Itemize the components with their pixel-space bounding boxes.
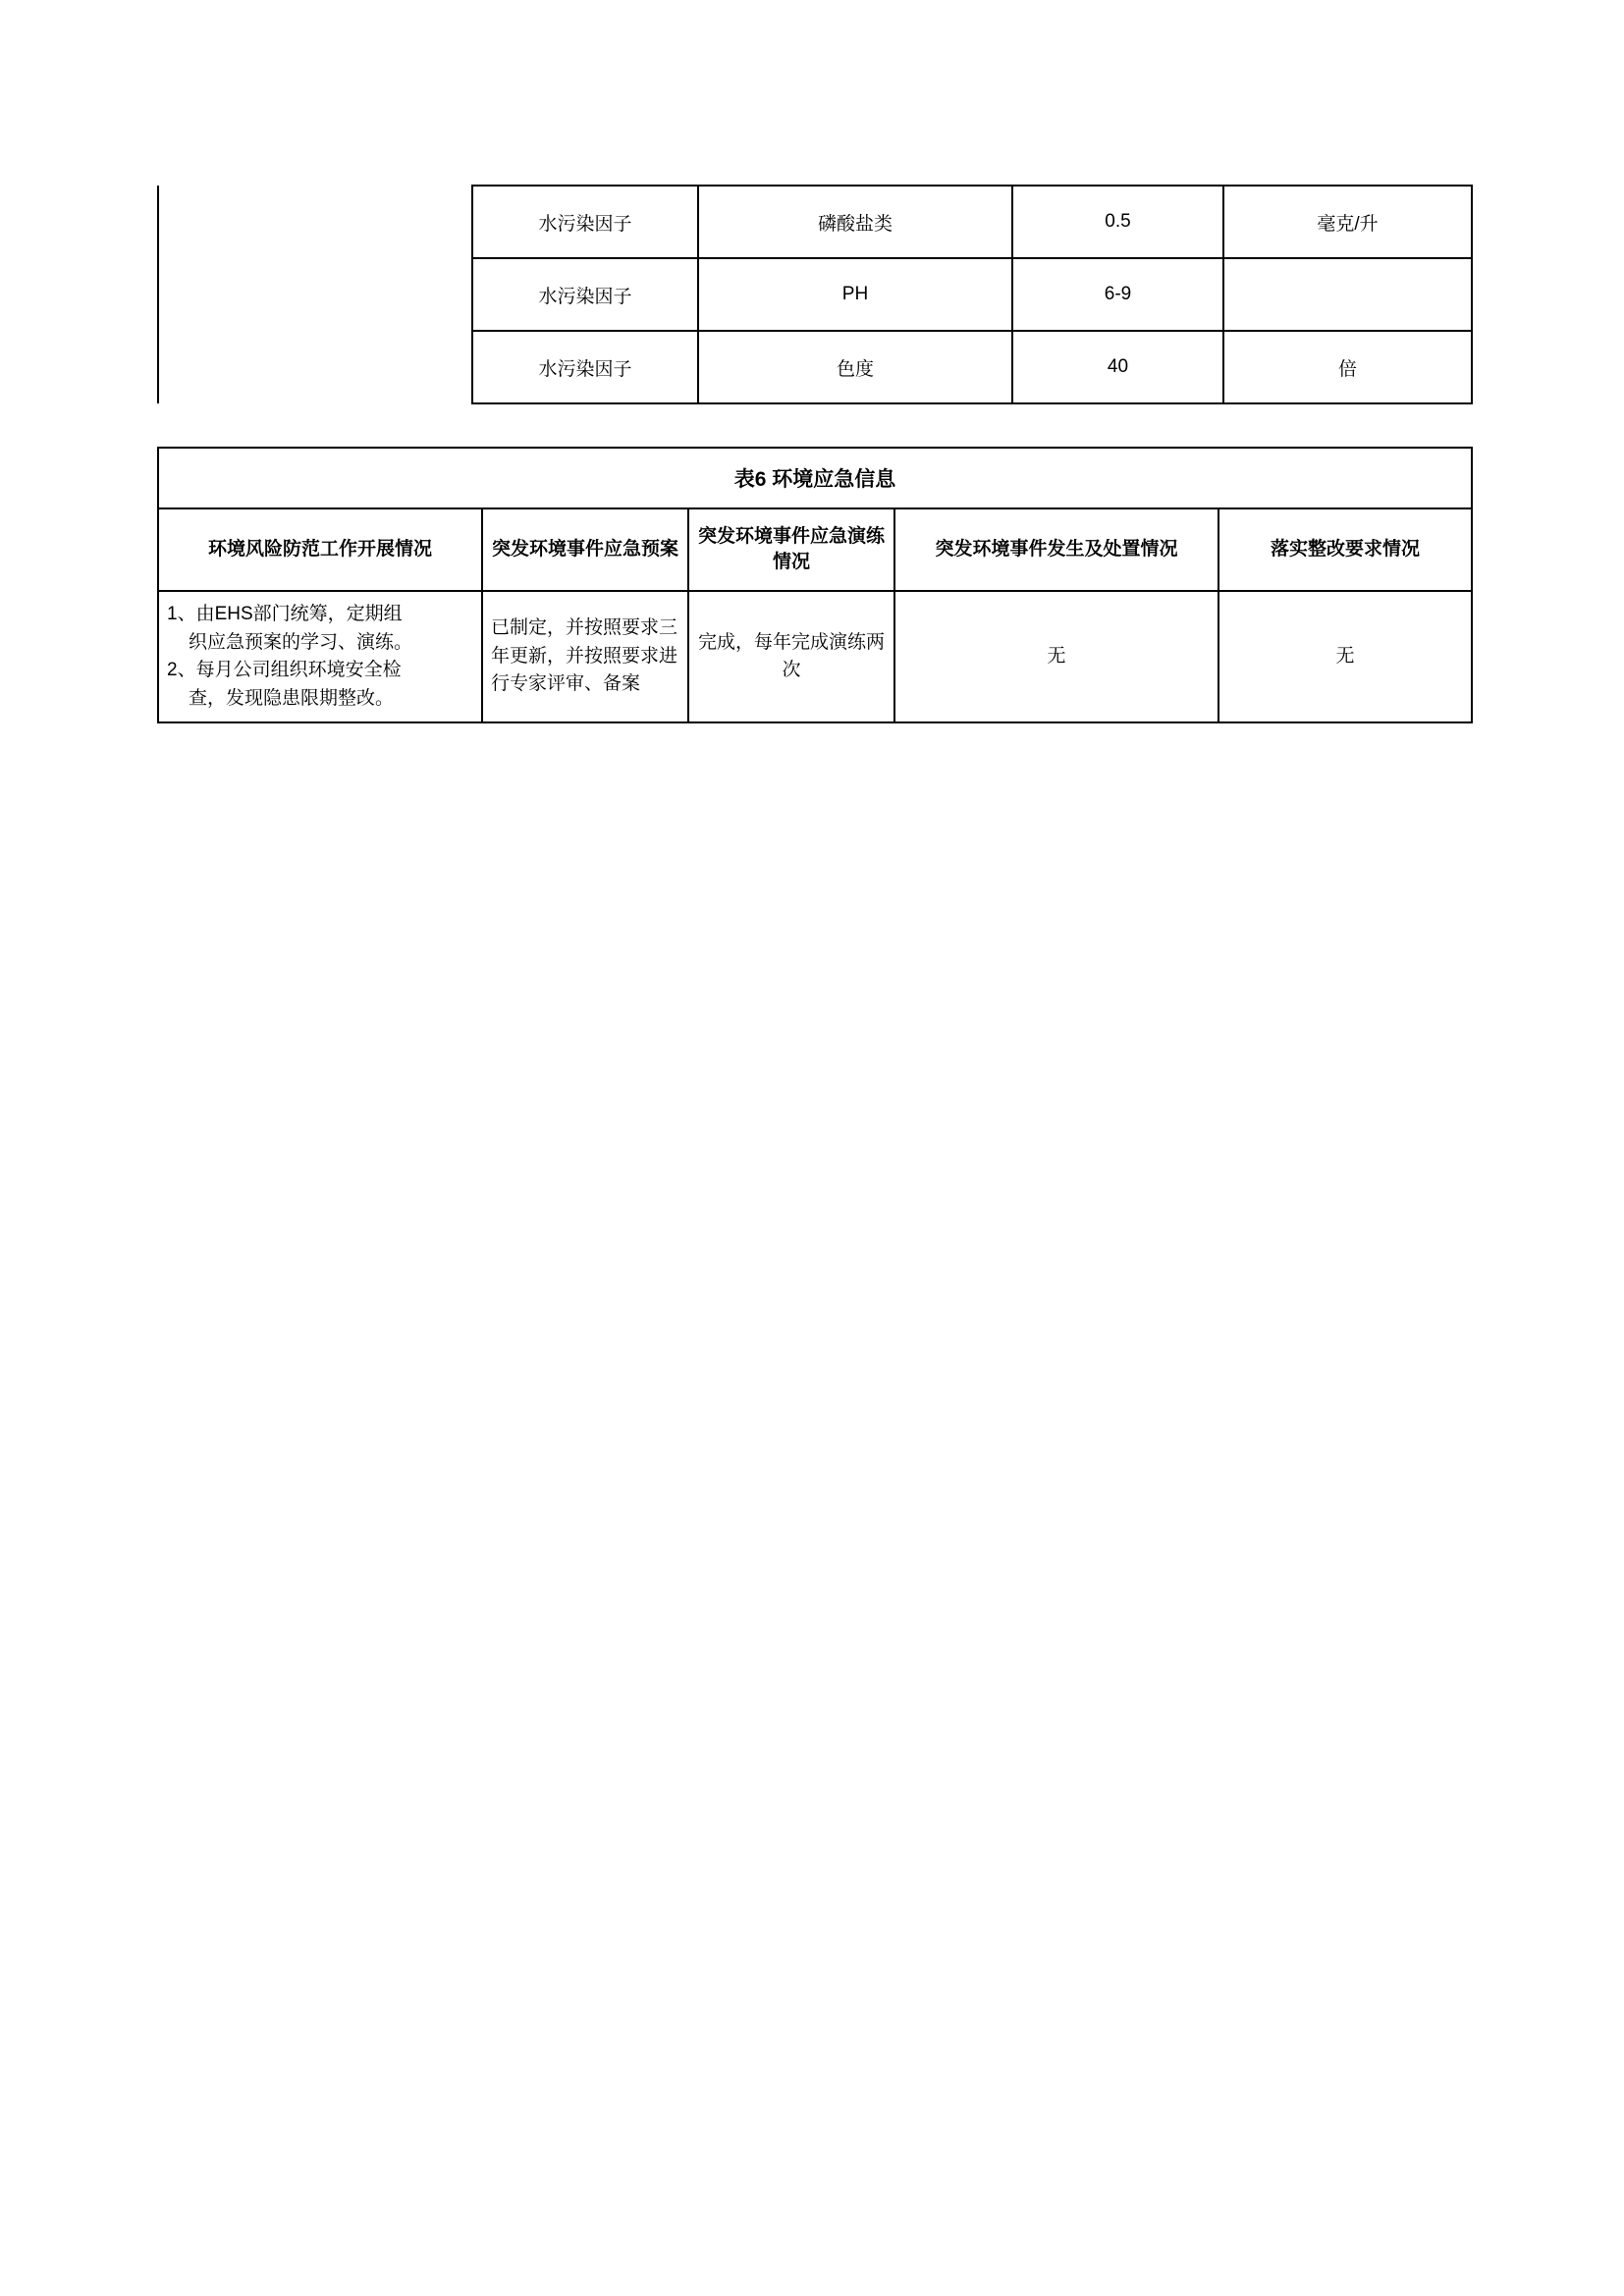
emergency-table-title: 表6 环境应急信息 — [158, 448, 1472, 508]
table-row — [158, 186, 1472, 258]
risk-prevention-line-2: 织应急预案的学习、演练。 — [189, 631, 413, 653]
pollutant-value: 0.5 — [1012, 186, 1223, 258]
cell-rectification: 无 — [1218, 591, 1472, 722]
column-header-drill: 突发环境事件应急演练情况 — [688, 508, 894, 591]
column-header-emergency-plan: 突发环境事件应急预案 — [482, 508, 688, 591]
pollutant-value: 6-9 — [1012, 258, 1223, 331]
pollutant-category: 水污染因子 — [472, 186, 698, 258]
pollutant-category: 水污染因子 — [472, 258, 698, 331]
pollutant-factor: PH — [698, 258, 1012, 331]
risk-prevention-line-4: 查，发现隐患限期整改。 — [189, 687, 395, 709]
table-row — [158, 258, 1472, 331]
cell-drill-status: 完成，每年完成演练两次 — [688, 591, 894, 722]
pollutant-value: 40 — [1012, 331, 1223, 403]
cell-incident-handling: 无 — [894, 591, 1218, 722]
cell-risk-prevention — [158, 591, 482, 722]
pollutant-merged-left-cell — [158, 331, 472, 403]
table-header-row — [158, 508, 1472, 591]
column-header-incident: 突发环境事件发生及处置情况 — [894, 508, 1218, 591]
table-row — [158, 331, 1472, 403]
pollutant-merged-left-cell — [158, 258, 472, 331]
pollutant-unit — [1223, 258, 1472, 331]
pollutant-merged-left-cell — [158, 186, 472, 258]
pollutant-unit: 毫克/升 — [1223, 186, 1472, 258]
pollutant-category: 水污染因子 — [472, 331, 698, 403]
column-header-rectification: 落实整改要求情况 — [1218, 508, 1472, 591]
risk-prevention-line-3: 2、每月公司组织环境安全检 — [167, 660, 402, 680]
column-header-risk-prevention: 环境风险防范工作开展情况 — [158, 508, 482, 591]
pollutant-unit: 倍 — [1223, 331, 1472, 403]
emergency-info-table — [157, 447, 1473, 723]
table-title-row — [158, 448, 1472, 508]
cell-emergency-plan: 已制定，并按照要求三年更新，并按照要求进行专家评审、备案 — [482, 591, 688, 722]
pollutant-table — [157, 185, 1473, 404]
risk-prevention-line-1: 1、由EHS部门统筹，定期组 — [167, 604, 403, 624]
pollutant-factor: 磷酸盐类 — [698, 186, 1012, 258]
pollutant-factor: 色度 — [698, 331, 1012, 403]
table-row — [158, 591, 1472, 722]
